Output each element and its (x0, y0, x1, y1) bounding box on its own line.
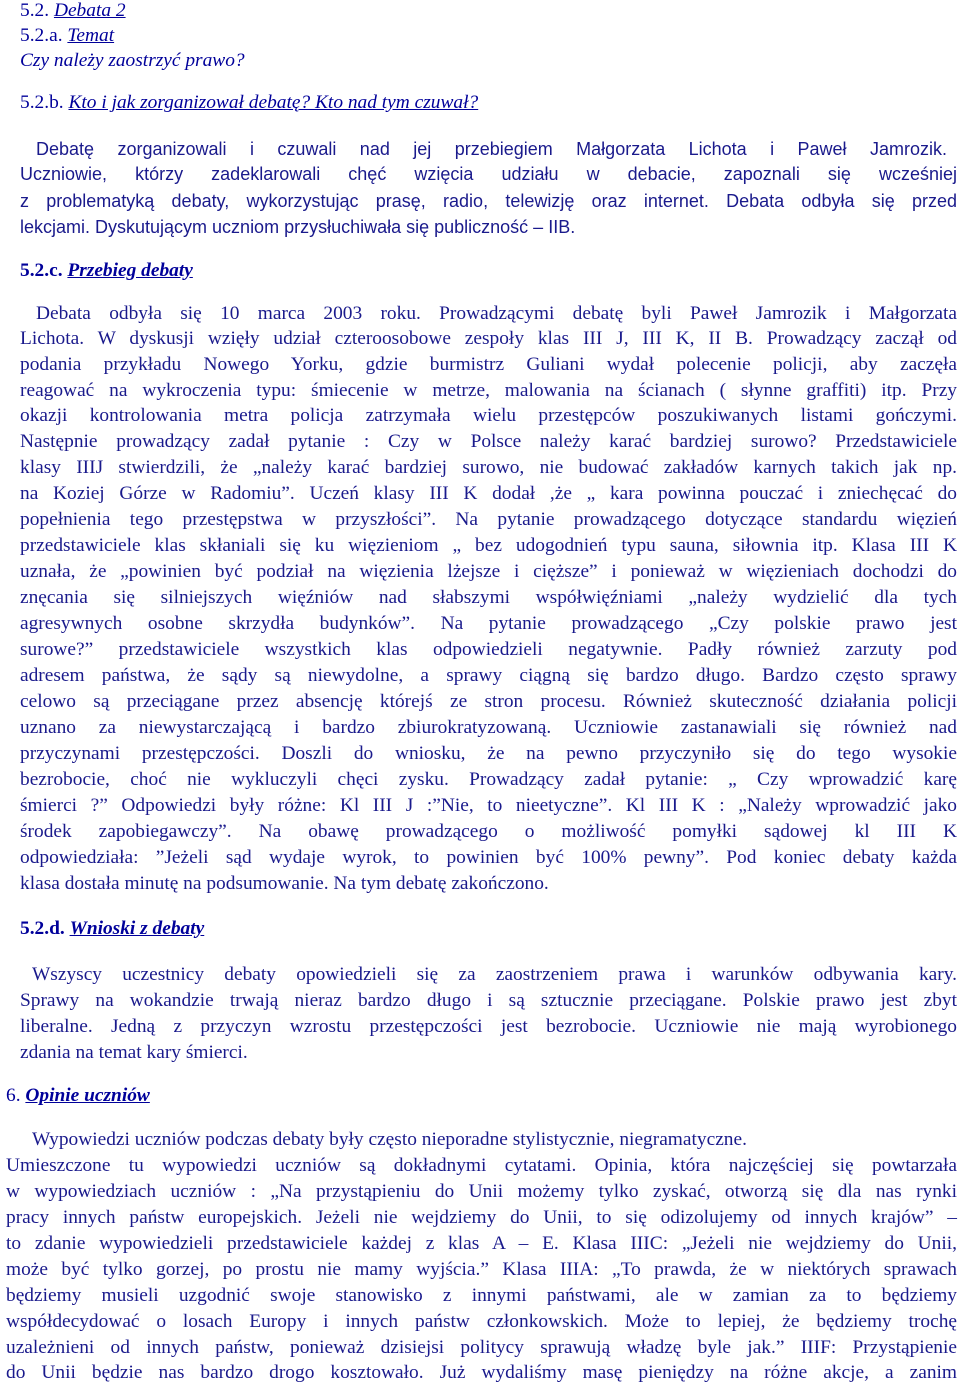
course-paragraph-line: klasa dostała minutę na podsumowanie. Na tym debatę zakończono. (20, 873, 549, 894)
course-paragraph-line: okazji kontrolowania metra policja zatrzymała wielu przestępców poszukiwanych listami gończymi. (20, 405, 957, 426)
course-paragraph-line: przedstawiciele klas skłaniali się ku więzieniom „ bez udogodnień typu sauna, siłownia itp. Klasa III K (20, 535, 957, 556)
opinions-paragraph-line: współdecydować o losach Europy i innych państw członkowskich. Może to lepiej, że będziemy trochę (6, 1311, 957, 1332)
course-paragraph-line: na Koziej Górze w Radomiu”. Uczeń klasy III K dodał ,że „ kara powinna pouczać i zniechęcać do (20, 483, 957, 504)
subsection-heading-temat (20, 23, 114, 49)
opinions-paragraph-line: będziemy musieli uzgodnić swoje stanowisko z innymi państwami, ale w zamian za to będziemy (6, 1285, 957, 1306)
section-title: Opinie uczniów (25, 1085, 150, 1106)
course-paragraph-line: reagować na wykroczenia typu: śmiecenie w metrze, malowania na ścianach ( słynne graffiti) itp. Przy (20, 380, 957, 401)
section-heading-debata-2 (20, 0, 126, 24)
subsection-number: 5.2.d. (20, 918, 70, 939)
course-paragraph-line: uznała, że „powinien być podział na więzienia lżejsze i cięższe” i ponieważ w więzieniach dochodzi do (20, 561, 957, 582)
section-title: Debata 2 (53, 0, 126, 21)
course-paragraph-line: klasy IIIJ stwierdzili, że „należy karać bardziej surowo, nie budować zakładów karnych takich jak np. (20, 457, 957, 478)
subsection-title: Wnioski z debaty (69, 918, 205, 939)
course-paragraph-line: adresem państwa, że sądy są niewydolne, a sprawy ciągną się bardzo długo. Bardzo często sprawy (20, 665, 957, 686)
opinions-paragraph-line: Umieszczone tu wypowiedzi uczniów są dokładnymi cytatami. Opinia, która najczęściej się powtarzała (6, 1155, 957, 1176)
organizers-paragraph-line: z problematyką debaty, wykorzystując prasę, radio, telewizję oraz internet. Debata odbyła się przed (20, 191, 957, 211)
section-heading-opinie (6, 1083, 150, 1109)
opinions-paragraph-line: to zdanie wypowiedzieli przedstawiciele każdej z klas A – E. Klasa IIIC: „Jeżeli nie wejdziemy do Unii, (6, 1233, 957, 1254)
subsection-heading-przebieg (20, 258, 193, 284)
opinions-paragraph-line: do Unii będzie nas bardzo drogo kosztowało. Już wydaliśmy masę pieniędzy na różne akcje, a zanim (6, 1362, 957, 1383)
course-paragraph-line: Następnie prowadzący zadał pytanie : Czy w Polsce należy karać bardziej surowo? Przedstawiciele (20, 431, 957, 452)
subsection-heading-wnioski (20, 916, 204, 942)
subsection-title: Przebieg debaty (67, 260, 193, 281)
subsection-title: Temat (67, 25, 115, 46)
conclusions-paragraph-line: liberalne. Jedną z przyczyn wzrostu przestępczości jest bezrobocie. Uczniowie nie mają wyrobionego (20, 1016, 957, 1037)
organizers-paragraph-line: Debatę zorganizowali i czuwali nad jej przebiegiem Małgorzata Lichota i Paweł Jamrozik. (36, 139, 947, 159)
course-paragraph-line: surowe?” przedstawiciele wszystkich klas odpowiedzieli negatywnie. Padły również zarzuty pod (20, 639, 957, 660)
course-paragraph-line: popełnienia tego przestępstwa w przyszłości”. Na pytanie prowadzącego dotyczące standardu więzień (20, 509, 957, 530)
course-paragraph-line: agresywnych osobne skrzydła budynków”. Na pytanie prowadzącego „Czy polskie prawo jest (20, 613, 957, 634)
section-number: 6. (6, 1085, 26, 1106)
organizers-paragraph-line: lekcjami. Dyskutującym uczniom przysłuchiwała się publiczność – IIB. (20, 217, 576, 237)
course-paragraph-line: przyczynami przestępczości. Doszli do wniosku, że na pewno przyczyniło się do tego wysokie (20, 743, 957, 764)
debate-topic: Czy należy zaostrzyć prawo? (20, 50, 245, 71)
course-paragraph-line: Debata odbyła się 10 marca 2003 roku. Prowadzącymi debatę byli Paweł Jamrozik i Małgorzata (36, 303, 957, 324)
organizers-paragraph-line: Uczniowie, którzy zadeklarowali chęć wzięcia udziału w debacie, zapoznali się wcześniej (20, 164, 957, 184)
opinions-paragraph-line: pracy innych państw europejskich. Jeżeli nie wejdziemy do Unii, to się odizolujemy od innych krajów” – (6, 1207, 957, 1228)
conclusions-paragraph-line: Sprawy na wokandzie trwają nieraz bardzo długo i są sztucznie przeciągane. Polskie prawo jest zbyt (20, 990, 957, 1011)
subsection-number: 5.2.b. (20, 92, 69, 113)
subsection-title: Kto i jak zorganizował debatę? Kto nad tym czuwał? (68, 92, 479, 113)
course-paragraph-line: śmierci ?” Odpowiedzi były różne: Kl III J :”Nie, to nieetyczne”. Kl III K : „Należy wprowadzić jako (20, 795, 957, 816)
course-paragraph-line: odpowiedziała: ”Jeżeli sąd wydaje wyrok, to powinien być 100% pewny”. Pod koniec debaty każda (20, 847, 957, 868)
subsection-number: 5.2.c. (20, 260, 68, 281)
opinions-paragraph-line: Wypowiedzi uczniów podczas debaty były często nieporadne stylistycznie, niegramatyczne. (32, 1129, 747, 1150)
course-paragraph-line: znęcania się silniejszych więźniów nad słabszymi współwięźniami „należy wydzielić dla tych (20, 587, 957, 608)
subsection-number: 5.2.a. (20, 25, 68, 46)
course-paragraph-line: Lichota. W dyskusji wzięły udział czteroosobowe zespoły klas III J, III K, II B. Prowadzący zaczął od (20, 328, 957, 349)
course-paragraph-line: bezrobocie, choć nie wykluczyli chęci zysku. Prowadzący zadał pytanie: „ Czy wprowadzić karę (20, 769, 957, 790)
opinions-paragraph-line: w wypowiedziach uczniów : „Na przystąpieniu do Unii możemy tylko zyskać, otworzą się dla nas rynki (6, 1181, 957, 1202)
opinions-paragraph-line: może być tylko gorzej, po prostu nie mamy wyjścia.” Klasa IIIA: „To prawda, że w niektórych sprawach (6, 1259, 957, 1280)
conclusions-paragraph-line: Wszyscy uczestnicy debaty opowiedzieli się za zaostrzeniem prawa i warunków odbywania kary. (32, 964, 957, 985)
course-paragraph-line: celowo są przeciągane przez absencję którejś ze stron procesu. Również skuteczność działania policji (20, 691, 957, 712)
course-paragraph-line: podania przykładu Nowego Yorku, gdzie burmistrz Guliani wydał polecenie policji, aby zaczęła (20, 354, 957, 375)
course-paragraph-line: uznano za niewystarczającą i bardzo zbiurokratyzowaną. Uczniowie zastanawiali się również nad (20, 717, 957, 738)
opinions-paragraph-line: uzależnieni od innych państw, ponieważ dzisiejsi politycy sprawują władzę byle jak.” IIIF: Przystąpienie (6, 1337, 957, 1358)
conclusions-paragraph-line: zdania na temat kary śmierci. (20, 1042, 248, 1063)
section-number: 5.2. (20, 0, 54, 21)
subsection-heading-organizers (20, 90, 478, 116)
course-paragraph-line: środek zapobiegawczy”. Na obawę prowadzącego o możliwość pomyłki sądowej kl III K (20, 821, 957, 842)
